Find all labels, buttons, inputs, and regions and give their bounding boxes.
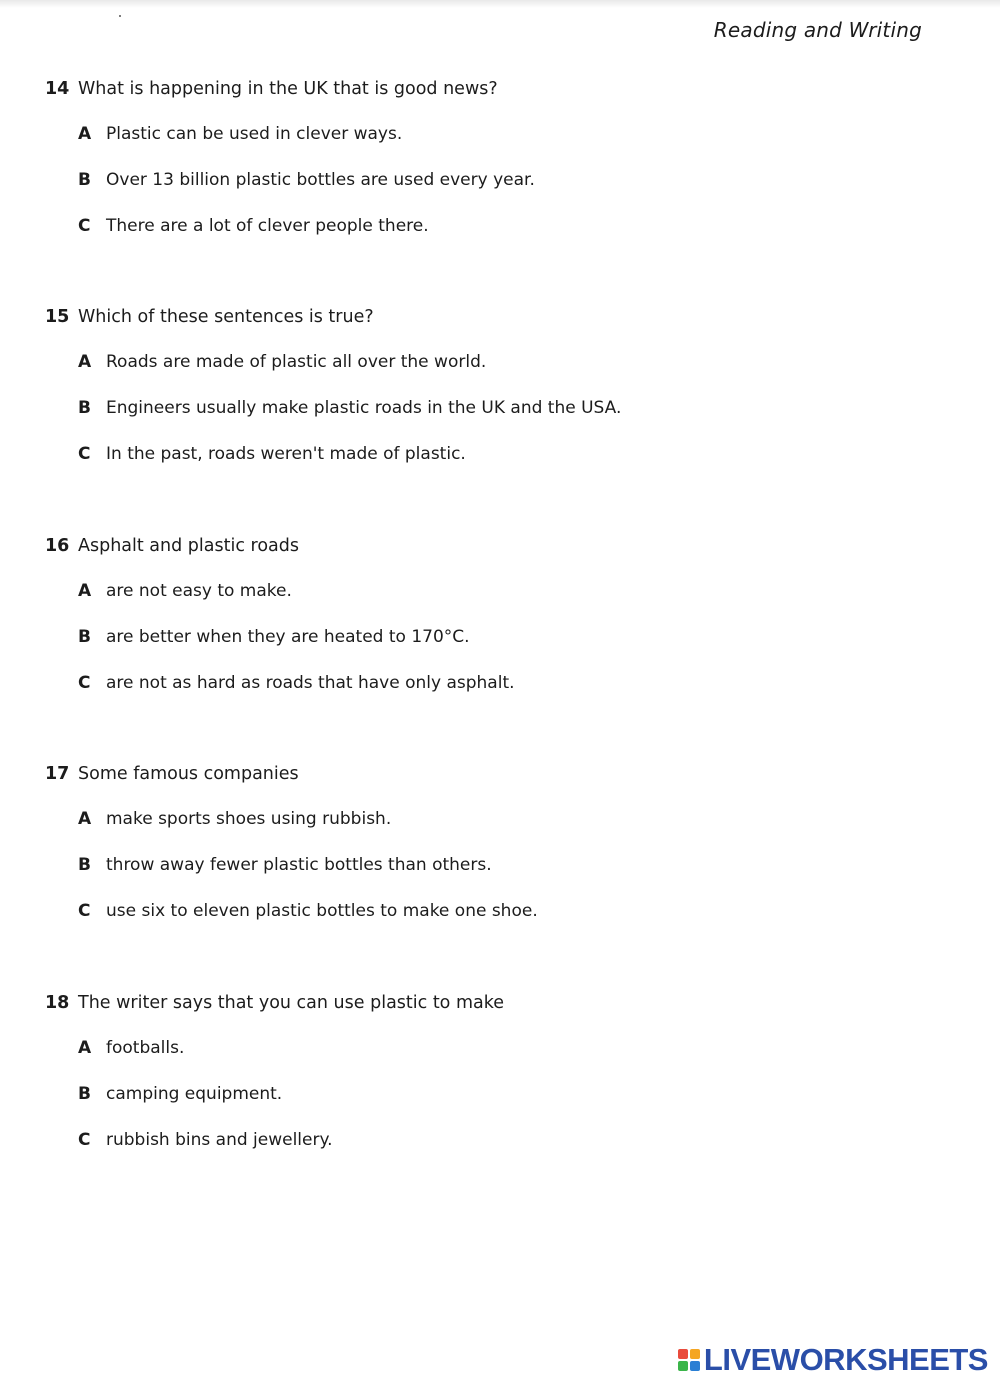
liveworksheets-brand[interactable] <box>678 1342 988 1378</box>
answer-option-b[interactable] <box>78 398 945 424</box>
option-text: are not as hard as roads that have only asphalt. <box>106 673 515 693</box>
question-prompt: Asphalt and plastic roads <box>78 536 299 556</box>
option-text: Plastic can be used in clever ways. <box>106 124 403 144</box>
question-prompt-line <box>45 79 945 105</box>
scan-speck <box>119 15 121 17</box>
logo-square-orange <box>690 1349 700 1359</box>
option-text: camping equipment. <box>106 1084 283 1104</box>
question-prompt: Which of these sentences is true? <box>78 307 374 327</box>
logo-square-red <box>678 1349 688 1359</box>
logo-square-blue <box>690 1361 700 1371</box>
option-text: throw away fewer plastic bottles than others. <box>106 855 492 875</box>
option-text: Over 13 billion plastic bottles are used every year. <box>106 170 535 190</box>
question-number: 16 <box>45 536 70 556</box>
question-prompt-line <box>45 307 945 333</box>
answer-option-c[interactable] <box>78 901 945 927</box>
question-15 <box>45 307 945 490</box>
answer-option-b[interactable] <box>78 1084 945 1110</box>
answer-option-b[interactable] <box>78 627 945 653</box>
option-text: are not easy to make. <box>106 581 292 601</box>
answer-option-c[interactable] <box>78 216 945 242</box>
option-letter: B <box>78 627 91 647</box>
answer-option-c[interactable] <box>78 1130 945 1156</box>
question-number: 18 <box>45 993 70 1013</box>
question-18 <box>45 993 945 1176</box>
question-prompt-line <box>45 993 945 1019</box>
option-letter: C <box>78 444 91 464</box>
question-prompt: What is happening in the UK that is good news? <box>78 79 498 99</box>
question-17 <box>45 764 945 947</box>
answer-option-b[interactable] <box>78 855 945 881</box>
answer-options <box>45 1038 945 1156</box>
question-prompt-line <box>45 536 945 562</box>
question-prompt: Some famous companies <box>78 764 299 784</box>
option-letter: A <box>78 581 92 601</box>
option-text: are better when they are heated to 170°C. <box>106 627 470 647</box>
option-letter: C <box>78 901 91 921</box>
option-letter: C <box>78 216 91 236</box>
option-letter: A <box>78 124 92 144</box>
liveworksheets-logo-icon <box>678 1349 700 1371</box>
answer-options <box>45 581 945 699</box>
answer-options <box>45 124 945 242</box>
question-prompt-line <box>45 764 945 790</box>
option-letter: A <box>78 352 92 372</box>
answer-option-c[interactable] <box>78 444 945 470</box>
option-text: footballs. <box>106 1038 185 1058</box>
answer-option-a[interactable] <box>78 352 945 378</box>
top-edge-shadow <box>0 0 1000 8</box>
option-text: In the past, roads weren't made of plastic. <box>106 444 466 464</box>
option-letter: B <box>78 855 91 875</box>
question-number: 15 <box>45 307 70 327</box>
option-letter: B <box>78 398 91 418</box>
question-14 <box>45 79 945 262</box>
question-prompt: The writer says that you can use plastic to make <box>78 993 504 1013</box>
option-letter: B <box>78 1084 91 1104</box>
option-letter: A <box>78 1038 92 1058</box>
logo-square-green <box>678 1361 688 1371</box>
option-text: Engineers usually make plastic roads in the UK and the USA. <box>106 398 622 418</box>
option-letter: C <box>78 673 91 693</box>
question-16 <box>45 536 945 719</box>
option-text: make sports shoes using rubbish. <box>106 809 392 829</box>
option-text: There are a lot of clever people there. <box>106 216 429 236</box>
answer-option-a[interactable] <box>78 124 945 150</box>
section-title: Reading and Writing <box>713 18 922 42</box>
answer-option-a[interactable] <box>78 1038 945 1064</box>
brand-name: LIVEWORKSHEETS <box>703 1342 988 1377</box>
option-letter: C <box>78 1130 91 1150</box>
answer-option-b[interactable] <box>78 170 945 196</box>
answer-options <box>45 352 945 470</box>
answer-option-a[interactable] <box>78 809 945 835</box>
option-letter: A <box>78 809 92 829</box>
answer-options <box>45 809 945 927</box>
option-letter: B <box>78 170 91 190</box>
answer-option-a[interactable] <box>78 581 945 607</box>
question-number: 14 <box>45 79 70 99</box>
option-text: Roads are made of plastic all over the world. <box>106 352 487 372</box>
option-text: rubbish bins and jewellery. <box>106 1130 333 1150</box>
question-number: 17 <box>45 764 70 784</box>
answer-option-c[interactable] <box>78 673 945 699</box>
option-text: use six to eleven plastic bottles to make one shoe. <box>106 901 538 921</box>
